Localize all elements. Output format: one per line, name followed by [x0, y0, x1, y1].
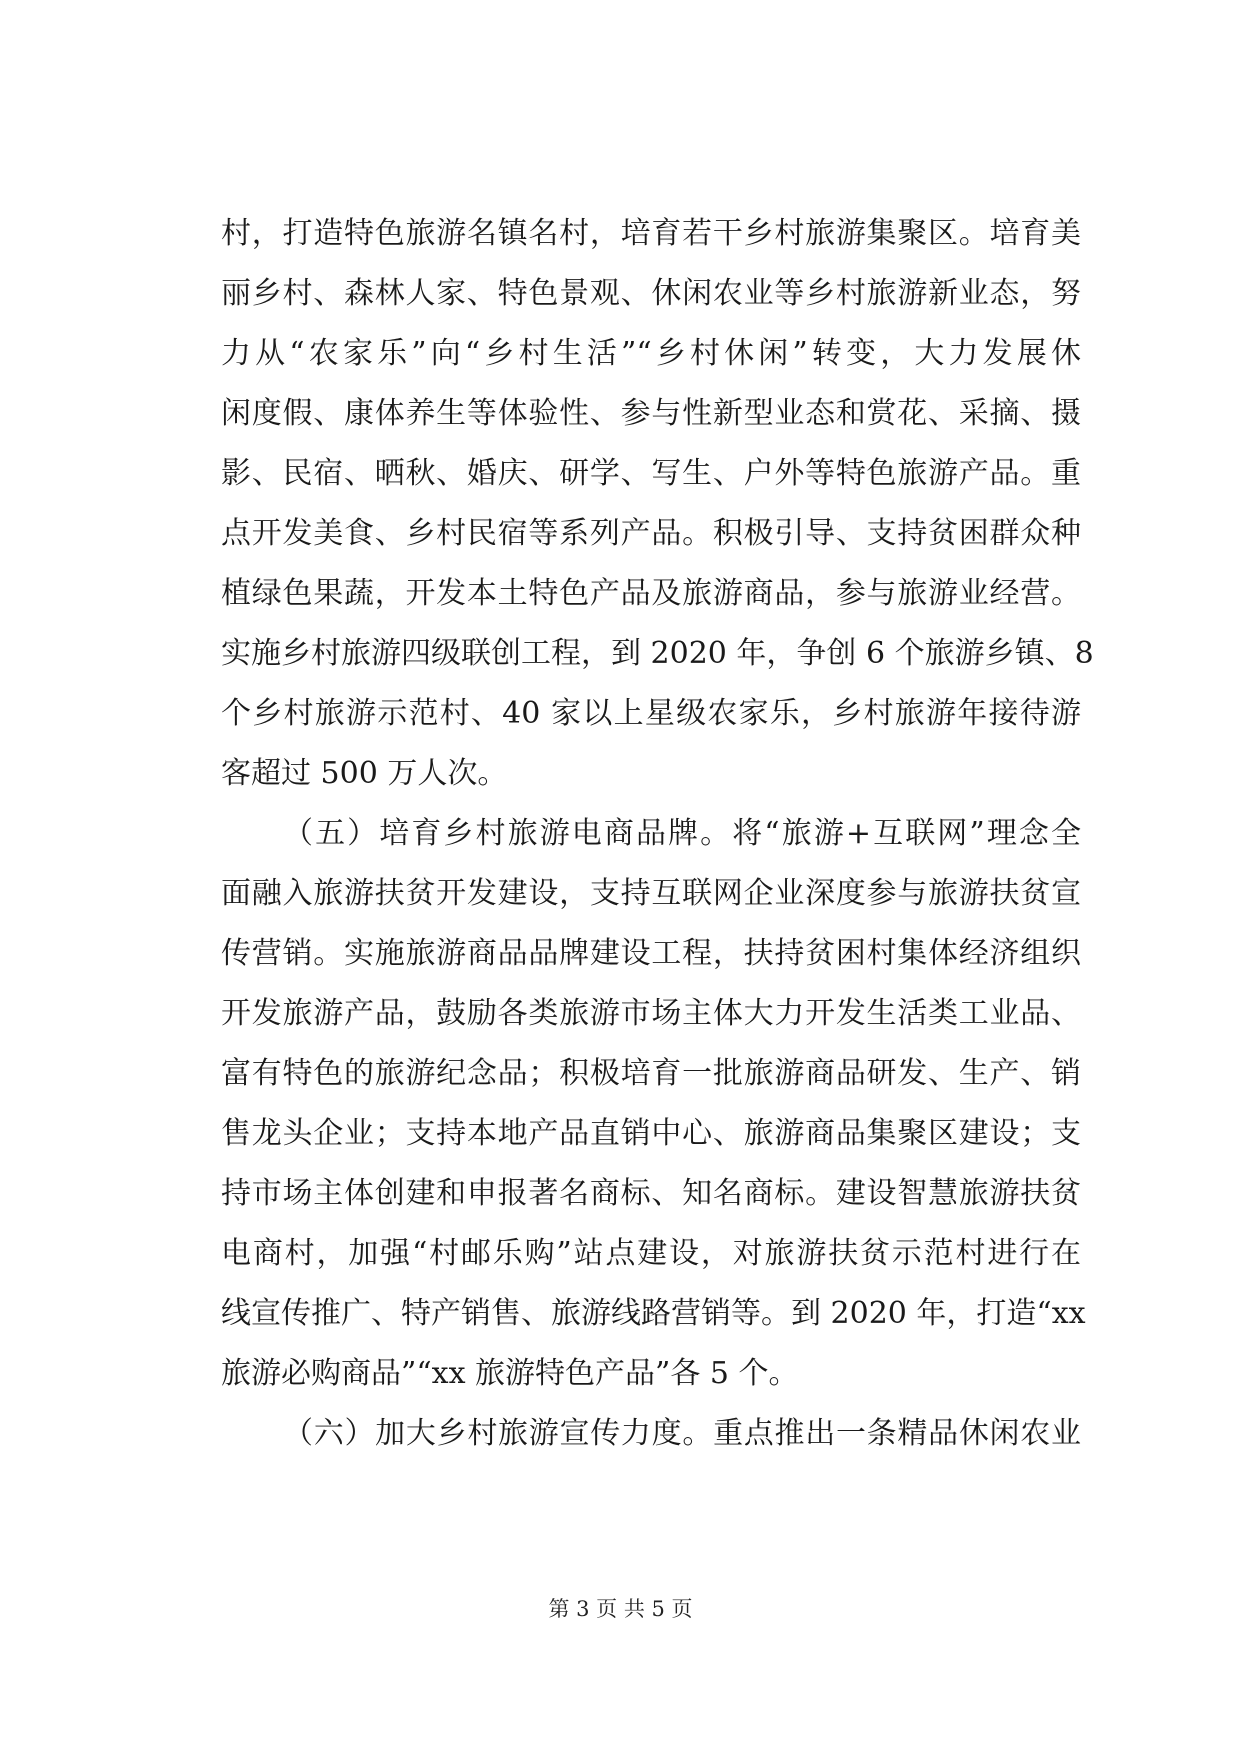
body-line: 闲度假、康体养生等体验性、参与性新型业态和赏花、采摘、摄: [221, 396, 1081, 431]
body-line: 售龙头企业；支持本地产品直销中心、旅游商品集聚区建设；支: [221, 1116, 1081, 1151]
body-line: 影、民宿、晒秋、婚庆、研学、写生、户外等特色旅游产品。重: [221, 456, 1081, 491]
body-line: 富有特色的旅游纪念品；积极培育一批旅游商品研发、生产、销: [221, 1056, 1081, 1091]
body-line: 点开发美食、乡村民宿等系列产品。积极引导、支持贫困群众种: [221, 516, 1081, 551]
page-number-footer: 第 3 页 共 5 页: [548, 1597, 693, 1621]
body-line: 实施乡村旅游四级联创工程，到 2020 年，争创 6 个旅游乡镇、8: [221, 636, 1094, 671]
body-line: 传营销。实施旅游商品品牌建设工程，扶持贫困村集体经济组织: [221, 936, 1081, 971]
body-line: 丽乡村、森林人家、特色景观、休闲农业等乡村旅游新业态，努: [221, 276, 1081, 311]
body-line: 客超过 500 万人次。: [221, 756, 508, 791]
body-line: 持市场主体创建和申报著名商标、知名商标。建设智慧旅游扶贫: [221, 1176, 1081, 1211]
body-line: 个乡村旅游示范村、40 家以上星级农家乐，乡村旅游年接待游: [221, 696, 1081, 731]
body-line: 电商村，加强“村邮乐购”站点建设，对旅游扶贫示范村进行在: [221, 1236, 1081, 1271]
section-heading-line: （五）培育乡村旅游电商品牌。将“旅游+互联网”理念全: [283, 816, 1081, 851]
section-heading-line: （六）加大乡村旅游宣传力度。重点推出一条精品休闲农业: [283, 1416, 1081, 1451]
body-line: 旅游必购商品”“xx 旅游特色产品”各 5 个。: [221, 1356, 799, 1391]
body-line: 力从“农家乐”向“乡村生活”“乡村休闲”转变，大力发展休: [221, 336, 1081, 371]
body-line: 植绿色果蔬，开发本土特色产品及旅游商品，参与旅游业经营。: [221, 576, 1081, 611]
body-line: 村，打造特色旅游名镇名村，培育若干乡村旅游集聚区。培育美: [221, 216, 1081, 251]
body-line: 面融入旅游扶贫开发建设，支持互联网企业深度参与旅游扶贫宣: [221, 876, 1081, 911]
body-line: 线宣传推广、特产销售、旅游线路营销等。到 2020 年，打造“xx: [221, 1296, 1086, 1331]
body-line: 开发旅游产品，鼓励各类旅游市场主体大力开发生活类工业品、: [221, 996, 1081, 1031]
